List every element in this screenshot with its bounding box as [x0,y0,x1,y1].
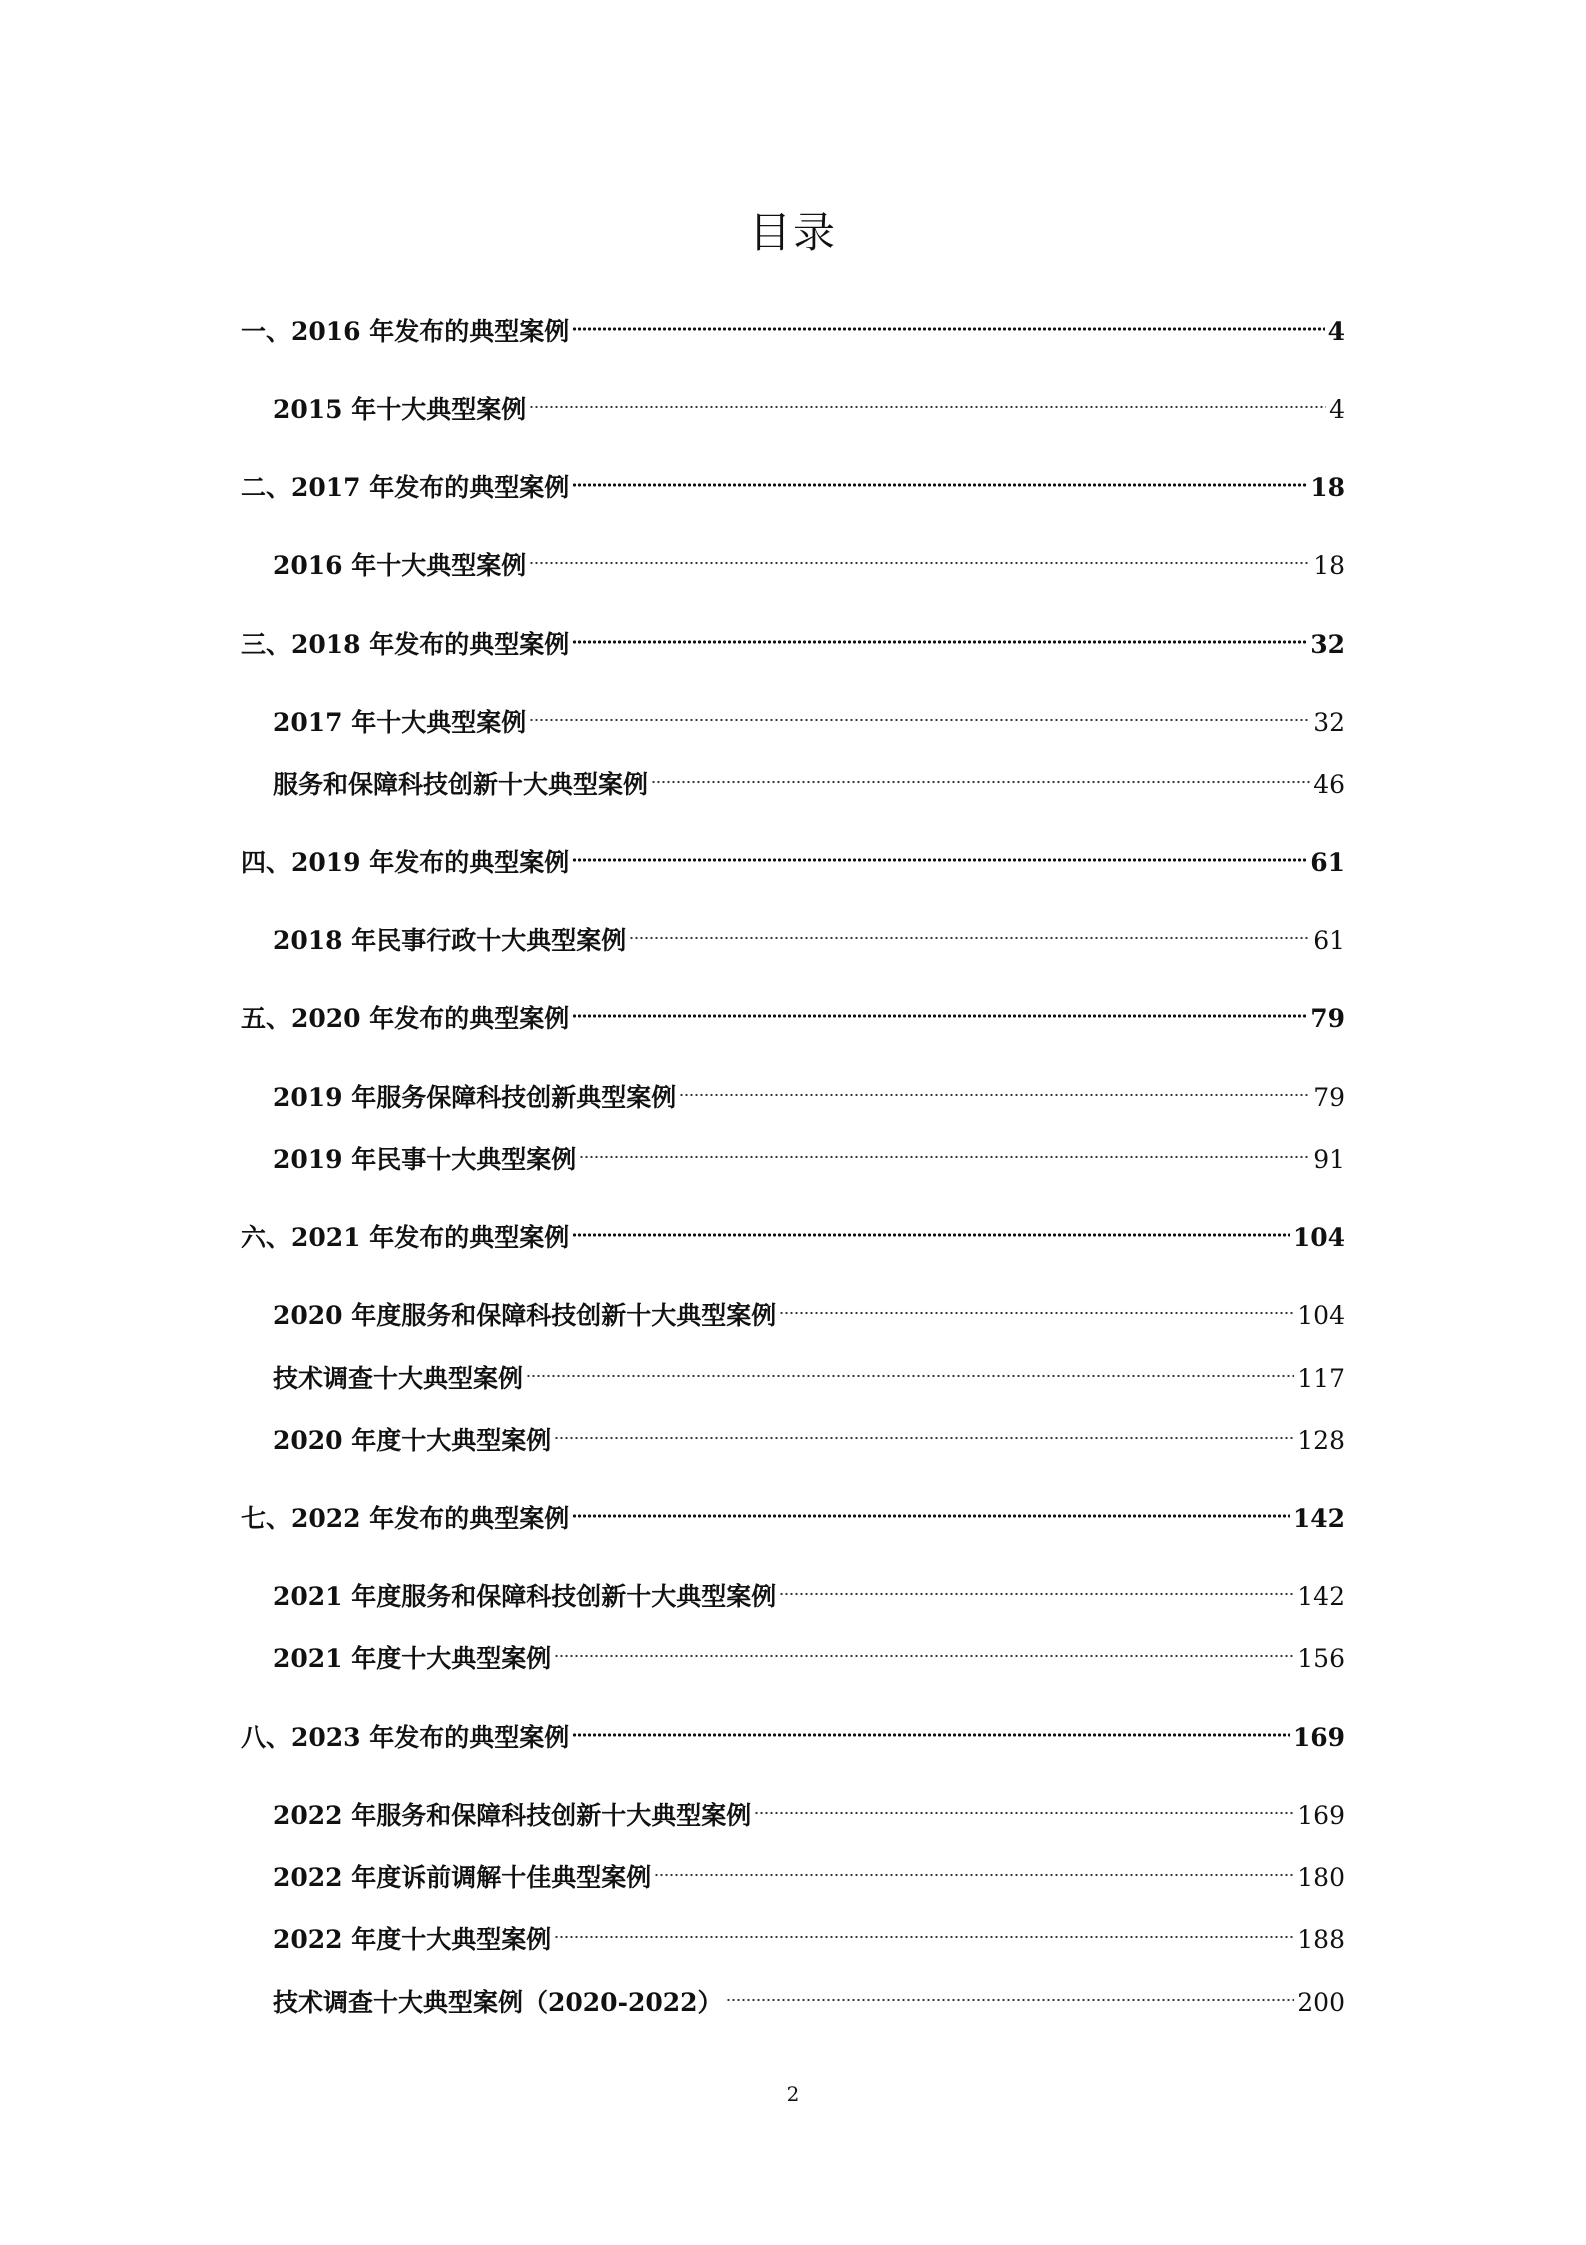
toc-page-number: 104 [1292,1223,1345,1252]
toc-entry-label: 2018 年民事行政十大典型案例 [273,926,627,955]
toc-entry-label: 五、2020 年发布的典型案例 [241,1004,570,1033]
toc-entry-label: 2022 年服务和保障科技创新十大典型案例 [273,1801,752,1830]
toc-page-number: 156 [1297,1644,1345,1673]
toc-item-tech-investigation-top-ten[interactable] [273,1351,1345,1393]
dot-leader [679,1070,1310,1106]
toc-item-2020-top-ten[interactable] [273,1413,1345,1455]
dot-leader [629,913,1310,949]
toc-page-number: 117 [1297,1364,1345,1393]
dot-leader [529,695,1310,731]
toc-page-number: 104 [1297,1301,1345,1330]
dot-leader [554,1413,1294,1449]
toc-entry-label: 2020 年度十大典型案例 [273,1426,552,1455]
toc-item-2022-pre-litigation-mediation[interactable] [273,1850,1345,1892]
toc-entry-label: 2022 年度十大典型案例 [273,1925,552,1954]
toc-entry-label: 2019 年民事十大典型案例 [273,1145,577,1174]
toc-item-2022-top-ten[interactable] [273,1912,1345,1954]
toc-item-2019-tech-innovation[interactable] [273,1070,1345,1112]
toc-item-2021-top-ten[interactable] [273,1631,1345,1673]
dot-leader [572,1491,1290,1527]
dot-leader [572,304,1324,340]
toc-section-2019[interactable] [241,835,1345,877]
dot-leader [579,1132,1310,1168]
toc-entry-label: 服务和保障科技创新十大典型案例 [273,770,649,799]
toc-section-2018[interactable] [241,617,1345,659]
toc-page-number: 32 [1313,708,1345,737]
toc-entry-label: 四、2019 年发布的典型案例 [241,848,570,877]
dot-leader [779,1569,1294,1605]
page-number: 2 [786,2082,800,2106]
toc-page-number: 4 [1329,395,1345,424]
toc-entry-label: 技术调查十大典型案例（2020-2022） [273,1988,723,2017]
toc-entry-label: 二、2017 年发布的典型案例 [241,473,570,502]
toc-page-number: 188 [1297,1925,1345,1954]
toc-item-2016-top-ten[interactable] [273,538,1345,580]
toc-page-number: 18 [1313,551,1345,580]
toc-item-2015-top-ten[interactable] [273,382,1345,424]
toc-entry-label: 2021 年度十大典型案例 [273,1644,552,1673]
toc-page-number: 91 [1313,1145,1345,1174]
toc-entry-label: 一、2016 年发布的典型案例 [241,317,570,346]
toc-entry-label: 2015 年十大典型案例 [273,395,527,424]
toc-entry-label: 七、2022 年发布的典型案例 [241,1504,570,1533]
toc-item-2021-tech-innovation-top-ten[interactable] [273,1569,1345,1611]
toc-section-2023[interactable] [241,1710,1345,1752]
toc-item-tech-investigation-2020-2022[interactable] [273,1975,1345,2017]
toc-item-tech-innovation-top-ten[interactable] [273,757,1345,799]
toc-page-number: 142 [1297,1582,1345,1611]
toc-entry-label: 2022 年度诉前调解十佳典型案例 [273,1863,652,1892]
toc-section-2017[interactable] [241,460,1345,502]
toc-item-2019-civil-top-ten[interactable] [273,1132,1345,1174]
toc-page-number: 4 [1327,317,1345,346]
toc-entry-label: 2016 年十大典型案例 [273,551,527,580]
toc-item-2022-tech-innovation-top-ten[interactable] [273,1788,1345,1830]
toc-section-2022[interactable] [241,1491,1345,1533]
toc-page-number: 169 [1297,1801,1345,1830]
toc-page-number: 79 [1310,1004,1345,1033]
dot-leader [572,1710,1290,1746]
toc-page-number: 142 [1292,1504,1345,1533]
dot-leader [572,835,1307,871]
toc-item-2018-civil-admin-top-ten[interactable] [273,913,1345,955]
dot-leader [526,1351,1294,1387]
page-title: 目录 [748,208,837,257]
dot-leader [572,1210,1290,1246]
toc-entry-label: 六、2021 年发布的典型案例 [241,1223,570,1252]
dot-leader [654,1850,1294,1886]
dot-leader [651,757,1310,793]
toc-entry-label: 2017 年十大典型案例 [273,708,527,737]
toc-entry-label: 2021 年度服务和保障科技创新十大典型案例 [273,1582,777,1611]
toc-entry-label: 三、2018 年发布的典型案例 [241,630,570,659]
dot-leader [572,617,1307,653]
toc-section-2020[interactable] [241,991,1345,1033]
dot-leader [554,1912,1294,1948]
dot-leader [529,538,1310,574]
toc-page-number: 46 [1313,770,1345,799]
dot-leader [529,382,1326,418]
toc-page-number: 18 [1310,473,1345,502]
toc-entry-label: 八、2023 年发布的典型案例 [241,1723,570,1752]
toc-page-number: 128 [1297,1426,1345,1455]
toc-page-number: 169 [1292,1723,1345,1752]
dot-leader [572,991,1307,1027]
toc-section-2021[interactable] [241,1210,1345,1252]
toc-entry-label: 2019 年服务保障科技创新典型案例 [273,1083,677,1112]
toc-entry-label: 技术调查十大典型案例 [273,1364,524,1393]
dot-leader [554,1631,1294,1667]
toc-page-number: 61 [1313,926,1345,955]
toc-page-number: 79 [1313,1083,1345,1112]
toc-page-number: 61 [1310,848,1345,877]
toc-page-number: 180 [1297,1863,1345,1892]
toc-page-number: 32 [1310,630,1345,659]
toc-item-2020-tech-innovation-top-ten[interactable] [273,1288,1345,1330]
toc-page-number: 200 [1297,1988,1345,2017]
dot-leader [572,460,1307,496]
toc-entry-label: 2020 年度服务和保障科技创新十大典型案例 [273,1301,777,1330]
dot-leader [726,1975,1295,2011]
dot-leader [779,1288,1294,1324]
toc-section-2016[interactable] [241,304,1345,346]
dot-leader [754,1788,1294,1824]
toc-item-2017-top-ten[interactable] [273,695,1345,737]
